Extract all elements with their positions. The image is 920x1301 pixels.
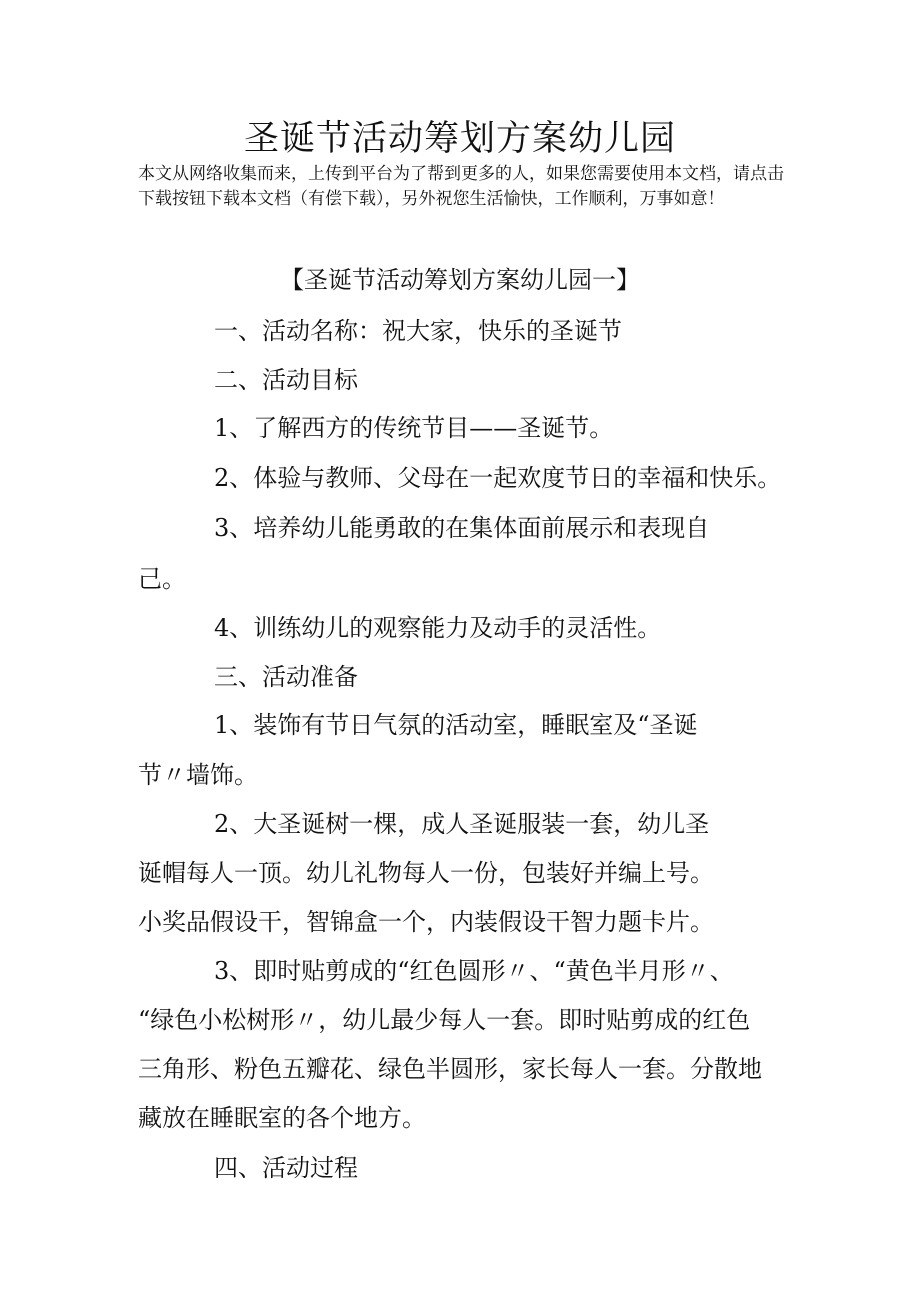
section-title: 【圣诞节活动筹划方案幼儿园一】 [280, 266, 640, 294]
goal-item-2: 2、体验与教师、父母在一起欢度节日的幸福和快乐。 [214, 464, 782, 492]
activity-name-heading: 一、活动名称：祝大家，快乐的圣诞节 [214, 317, 622, 345]
preparation-item-3-line-2: “绿色小松树形〃，幼儿最少每人一套。即时贴剪成的红色 [138, 1006, 751, 1034]
activity-goals-heading: 二、活动目标 [214, 366, 358, 394]
preparation-item-2-line-3: 小奖品假设干，智锦盒一个，内装假设干智力题卡片。 [138, 908, 714, 936]
download-notice-line-1: 本文从网络收集而来，上传到平台为了帮到更多的人，如果您需要使用本文档，请点击 [138, 164, 784, 184]
preparation-item-2: 2、大圣诞树一棵，成人圣诞服装一套，幼儿圣 [214, 810, 710, 838]
preparation-item-1: 1、装饰有节日气氛的活动室，睡眠室及“圣诞 [214, 711, 698, 739]
activity-preparation-heading: 三、活动准备 [214, 663, 358, 691]
download-notice-line-2: 下载按钮下载本文档（有偿下载），另外祝您生活愉快，工作顺利，万事如意！ [138, 189, 725, 209]
preparation-item-3-line-4: 藏放在睡眠室的各个地方。 [138, 1104, 426, 1132]
goal-item-3: 3、培养幼儿能勇敢的在集体面前展示和表现自 [214, 514, 710, 542]
activity-process-heading: 四、活动过程 [214, 1154, 358, 1182]
goal-item-1: 1、了解西方的传统节目——圣诞节。 [214, 414, 614, 442]
goal-item-3-continued: 己。 [138, 565, 186, 593]
document-title: 圣诞节活动筹划方案幼儿园 [243, 119, 676, 159]
goal-item-4: 4、训练幼儿的观察能力及动手的灵活性。 [214, 614, 662, 642]
preparation-item-1-continued: 节〃墙饰。 [138, 761, 258, 789]
preparation-item-2-line-2: 诞帽每人一顶。幼儿礼物每人一份，包装好并编上号。 [138, 859, 714, 887]
preparation-item-3: 3、即时贴剪成的“红色圆形〃、“黄色半月形〃、 [214, 957, 734, 985]
preparation-item-3-line-3: 三角形、粉色五瓣花、绿色半圆形，家长每人一套。分散地 [138, 1055, 762, 1083]
